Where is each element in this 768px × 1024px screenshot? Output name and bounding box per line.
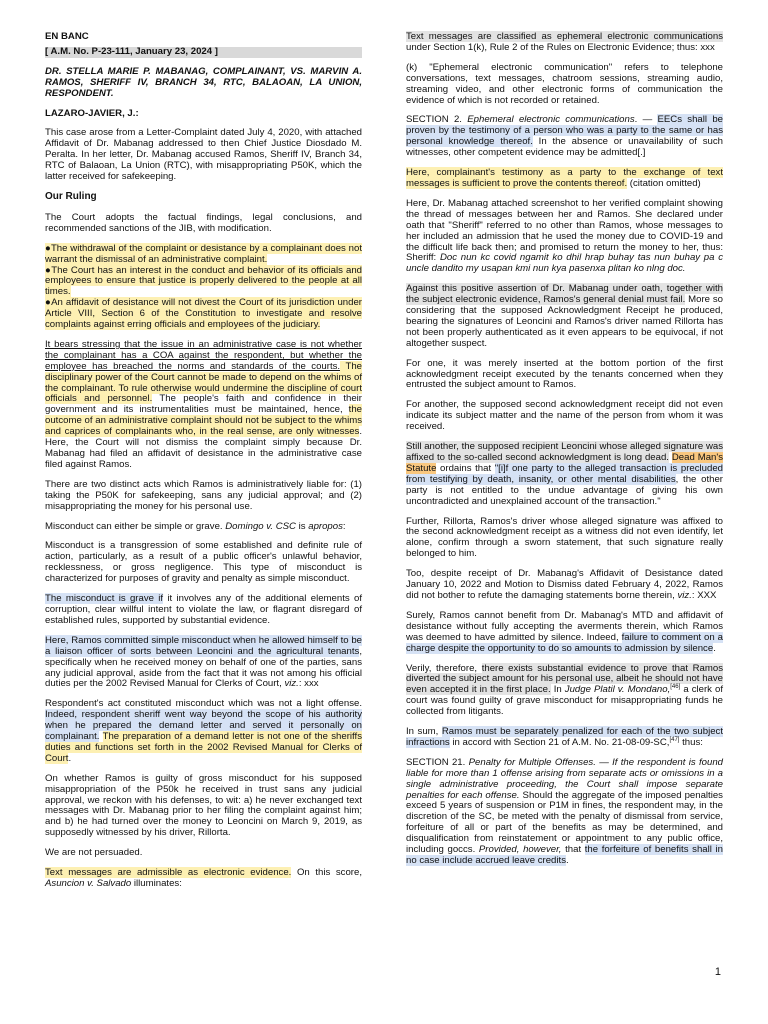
paragraph-too: Too, despite receipt of Dr. Mabanag's Affidavit of Desistance dated January 10, 2022 and Motion to Dismiss dated February 4, 2022, Ramos did not bother to refute the damaging statements borne therein, viz.: XXX xyxy=(406,568,723,601)
paragraph-screenshot: Here, Dr. Mabanag attached screenshot to her verified complaint showing the thread of messages between her and Ramos. She declared under oath that "Sheriff" referred to no other than Ramos, whose messages to her included an admission that he used the money due to COVID-19 and the difficult life back then; and promised to return the money to her, thus: Sheriff: Doc nun kc covid ngamit ko dhil hrap buhay tas nun buhay pa c uncle dandito my usapan kmi nun kya pasenxa plitan ko nlng doc. xyxy=(406,197,724,275)
paragraph-definition-k: (k) "Ephemeral electronic communication" refers to telephone conversations, text messages, chatroom sessions, streaming audio, streaming video, and other electronic forms of communication the evidence of which is not recorded or retained. xyxy=(406,61,723,106)
paragraph-adopt: The Court adopts the factual findings, legal conclusions, and recommended sanctions of the JIB, with modification. xyxy=(45,211,362,234)
court-division: EN BANC xyxy=(45,31,89,42)
paragraph-misconduct: Misconduct can either be simple or grave. Domingo v. CSC is apropos: xyxy=(45,520,346,532)
paragraph-grave: The misconduct is grave if it involves any of the additional elements of corruption, clear willful intent to violate the law, or flagrant disregard of established rules, supported by substantial evidence. xyxy=(45,593,362,626)
bullet-affidavit: ●An affidavit of desistance will not divest the Court of its jurisdiction under Article VIII, Section 6 of the Constitution to investigate and resolve complaints against erring officials and employees of the judiciary. xyxy=(45,297,362,331)
paragraph-simple-misconduct: Here, Ramos committed simple misconduct when he allowed himself to be a liaison officer of sorts between Leoncini and the agricultural tenants, specifically when he received money on behalf of one of the parties, sans any judicial approval, aside from the fact that it was not among his official duties per the 2002 Revised Manual for Clerks of Court, viz.: xxx xyxy=(45,634,362,690)
paragraph-classified: Text messages are classified as ephemeral electronic communications under Section 1(k), Rule 2 of the Rules on Electronic Evidence; thus: xxx xyxy=(406,31,723,53)
paragraph-two-acts: There are two distinct acts which Ramos is administratively liable for: (1) taking the P50K for safekeeping, sans any judicial approval; and (2) misappropriating the money for his personal use. xyxy=(45,478,362,512)
bullet-withdrawal: ●The withdrawal of the complaint or desistance by a complainant does not warrant the dismissal of an administrative complaint. xyxy=(45,242,362,265)
case-number-text: [ A.M. No. P-23-111, January 23, 2024 ] xyxy=(45,47,362,58)
paragraph-testimony: Here, complainant's testimony as a party to the exchange of text messages is sufficient to prove the contents thereof. (citation omitted) xyxy=(406,167,723,189)
paragraph-in-sum: In sum, Ramos must be separately penalized for each of the two subject infractions in accord with Section 21 of A.M. No. 21-08-09-SC,[47] thus: xyxy=(406,726,723,748)
paragraph-verily: Verily, therefore, there exists substantial evidence to prove that Ramos diverted the subject amount for his personal use, albeit he should not have even accepted it in the first place. In Judge Platil v. Mondano,[46] a clerk of court was found guilty of grave misconduct for misappropriating funds he collected from litigants. xyxy=(406,662,724,718)
paragraph-not-persuaded: We are not persuaded. xyxy=(45,847,143,859)
paragraph-section-21: SECTION 21. Penalty for Multiple Offenses. — If the respondent is found liable for more than 1 offense arising from separate acts or omissions in a single administrative proceeding, the Court shall impose separate penalties for each offense. Should the aggregate of the imposed penalties exceed 5 years of suspension or P1M in fines, the respondent may, in the discretion of the SC, be meted with the penalty of dismissal from service, forfeiture of all or part of the benefits as may be determined, and disqualification from reinstatement or appointment to any public office, including goccs. Provided, however, that the forfeiture of benefits shall in no case include accrued leave credits. xyxy=(406,756,723,866)
right-column xyxy=(406,32,723,876)
paragraph-gross-misconduct: On whether Ramos is guilty of gross misconduct for his supposed misappropriation of the P50k he received in trust sans any judicial approval, we reckon with his defenses, to wit: a) he never exchanged text messages with Dr. Mabanag prior to her filing the complaint against him; and b) he had turned over the money to Leoncini on March 9, 2019, as supposedly witnessed by his driver, Rillorta. xyxy=(45,772,362,839)
paragraph-still-another: Still another, the supposed recipient Leoncini whose alleged signature was affixed to the so-called second acknowledgment is long dead. Dead Man's Statute ordains that "[i]f one party to the alleged transaction is precluded from testifying by death, insanity, or other mental disabilities, the other party is not entitled to the undue advantage of giving his own uncontradicted and unexplained account of the transaction." xyxy=(406,441,723,507)
paragraph-act: Respondent's act constituted misconduct which was not a light offense. Indeed, respondent sheriff went way beyond the scope of his authority when he prepared the demand letter and served it personally on complainant. The preparation of a demand letter is not one of the sheriffs duties and functions set forth in the 2002 Revised Manual for Clerks of Court. xyxy=(45,698,362,764)
paragraph-for-another: For another, the supposed second acknowledgment receipt did not even indicate its subject matter and the name of the person from whom it was received. xyxy=(406,399,723,433)
case-title: DR. STELLA MARIE P. MABANAG, COMPLAINANT, VS. MARVIN A. RAMOS, SHERIFF IV, BRANCH 34, RTC, BALAOAN, LA UNION, RESPONDENT. xyxy=(45,65,362,99)
footnote-ref-46[interactable]: [46] xyxy=(670,684,681,691)
paragraph-against: Against this positive assertion of Dr. Mabanag under oath, together with the subject electronic evidence, Ramos's general denial must fail. More so considering that the supposed Acknowledgment Receipt he produced, bearing the signatures of Leoncini and Ramos's driver named Rillorta has not been properly authenticated as it even appears to be equivocal, if not altogether suspect. xyxy=(406,283,723,349)
paragraph-transgression: Misconduct is a transgression of some established and definite rule of action, particularly, as a result of a public officer's unlawful behavior, recklessness, or gross negligence. This type of misconduct is characterized for purposes of gravity and penalty as simple misconduct. xyxy=(45,540,362,585)
paragraph-intro: This case arose from a Letter-Complaint dated July 4, 2020, with attached Affidavit of Dr. Mabanag addressed to then Chief Justice Diosdado M. Peralta. In her letter, Dr. Mabanag accused Ramos, Sheriff IV, Branch 34, RTC of Balaoan, La Union (RTC), with misappropriating P50K, which the latter received for safekeeping. xyxy=(45,127,362,183)
page-number: 1 xyxy=(714,966,721,978)
paragraph-surely: Surely, Ramos cannot benefit from Dr. Mabanag's MTD and affidavit of desistance without fully accepting the averments therein, which Ramos was deemed to have admitted by silence. Indeed, failure to comment on a charge despite the opportunity to do so amounts to admission by silence. xyxy=(406,609,723,654)
bullet-interest: ●The Court has an interest in the conduct and behavior of its officials and employees to ensure that justice is properly delivered to the people at all times. xyxy=(45,264,362,298)
paragraph-for-one: For one, it was merely inserted at the bottom portion of the first acknowledgment receipt executed by the tenants concerned when they entrusted the subject amount to Ramos. xyxy=(406,357,723,391)
paragraph-further: Further, Rillorta, Ramos's driver whose alleged signature was affixed to the second acknowledgment receipt as a witness did not even identify, let alone, confirm through a sworn statement, that such signature really belonged to him. xyxy=(406,515,723,560)
left-column xyxy=(45,32,362,899)
paragraph-section-2: SECTION 2. Ephemeral electronic communications. — EECs shall be proven by the testimony of a person who was a party to the same or has personal knowledge thereof. In the absence or unavailability of such witnesses, other competent evidence may be admitted[.] xyxy=(406,114,724,159)
section-heading-ruling: Our Ruling xyxy=(45,190,97,202)
footnote-ref-47[interactable]: [47] xyxy=(669,736,680,743)
ponente: LAZARO-JAVIER, J.: xyxy=(45,107,139,119)
paragraph-stress: It bears stressing that the issue in an administrative case is not whether the complainant has a COA against the respondent, but whether the employee has breached the norms and standards of the courts. The disciplinary power of the Court cannot be made to depend on the whims of the complainant. To rule otherwise would undermine the discipline of court officials and personnel. The people's faith and confidence in their government and its instrumentalities must be maintained, hence, the outcome of an administrative complaint should not be subject to the whims and caprices of complainants who, in the real sense, are only witnesses. Here, the Court will not dismiss the complaint simply because Dr. Mabanag had filed an affidavit of desistance in the administrative case filed against Ramos. xyxy=(45,338,362,470)
paragraph-text-messages: Text messages are admissible as electronic evidence. On this score, Asuncion v. Salvado illuminates: xyxy=(45,867,362,889)
case-number xyxy=(45,47,362,58)
